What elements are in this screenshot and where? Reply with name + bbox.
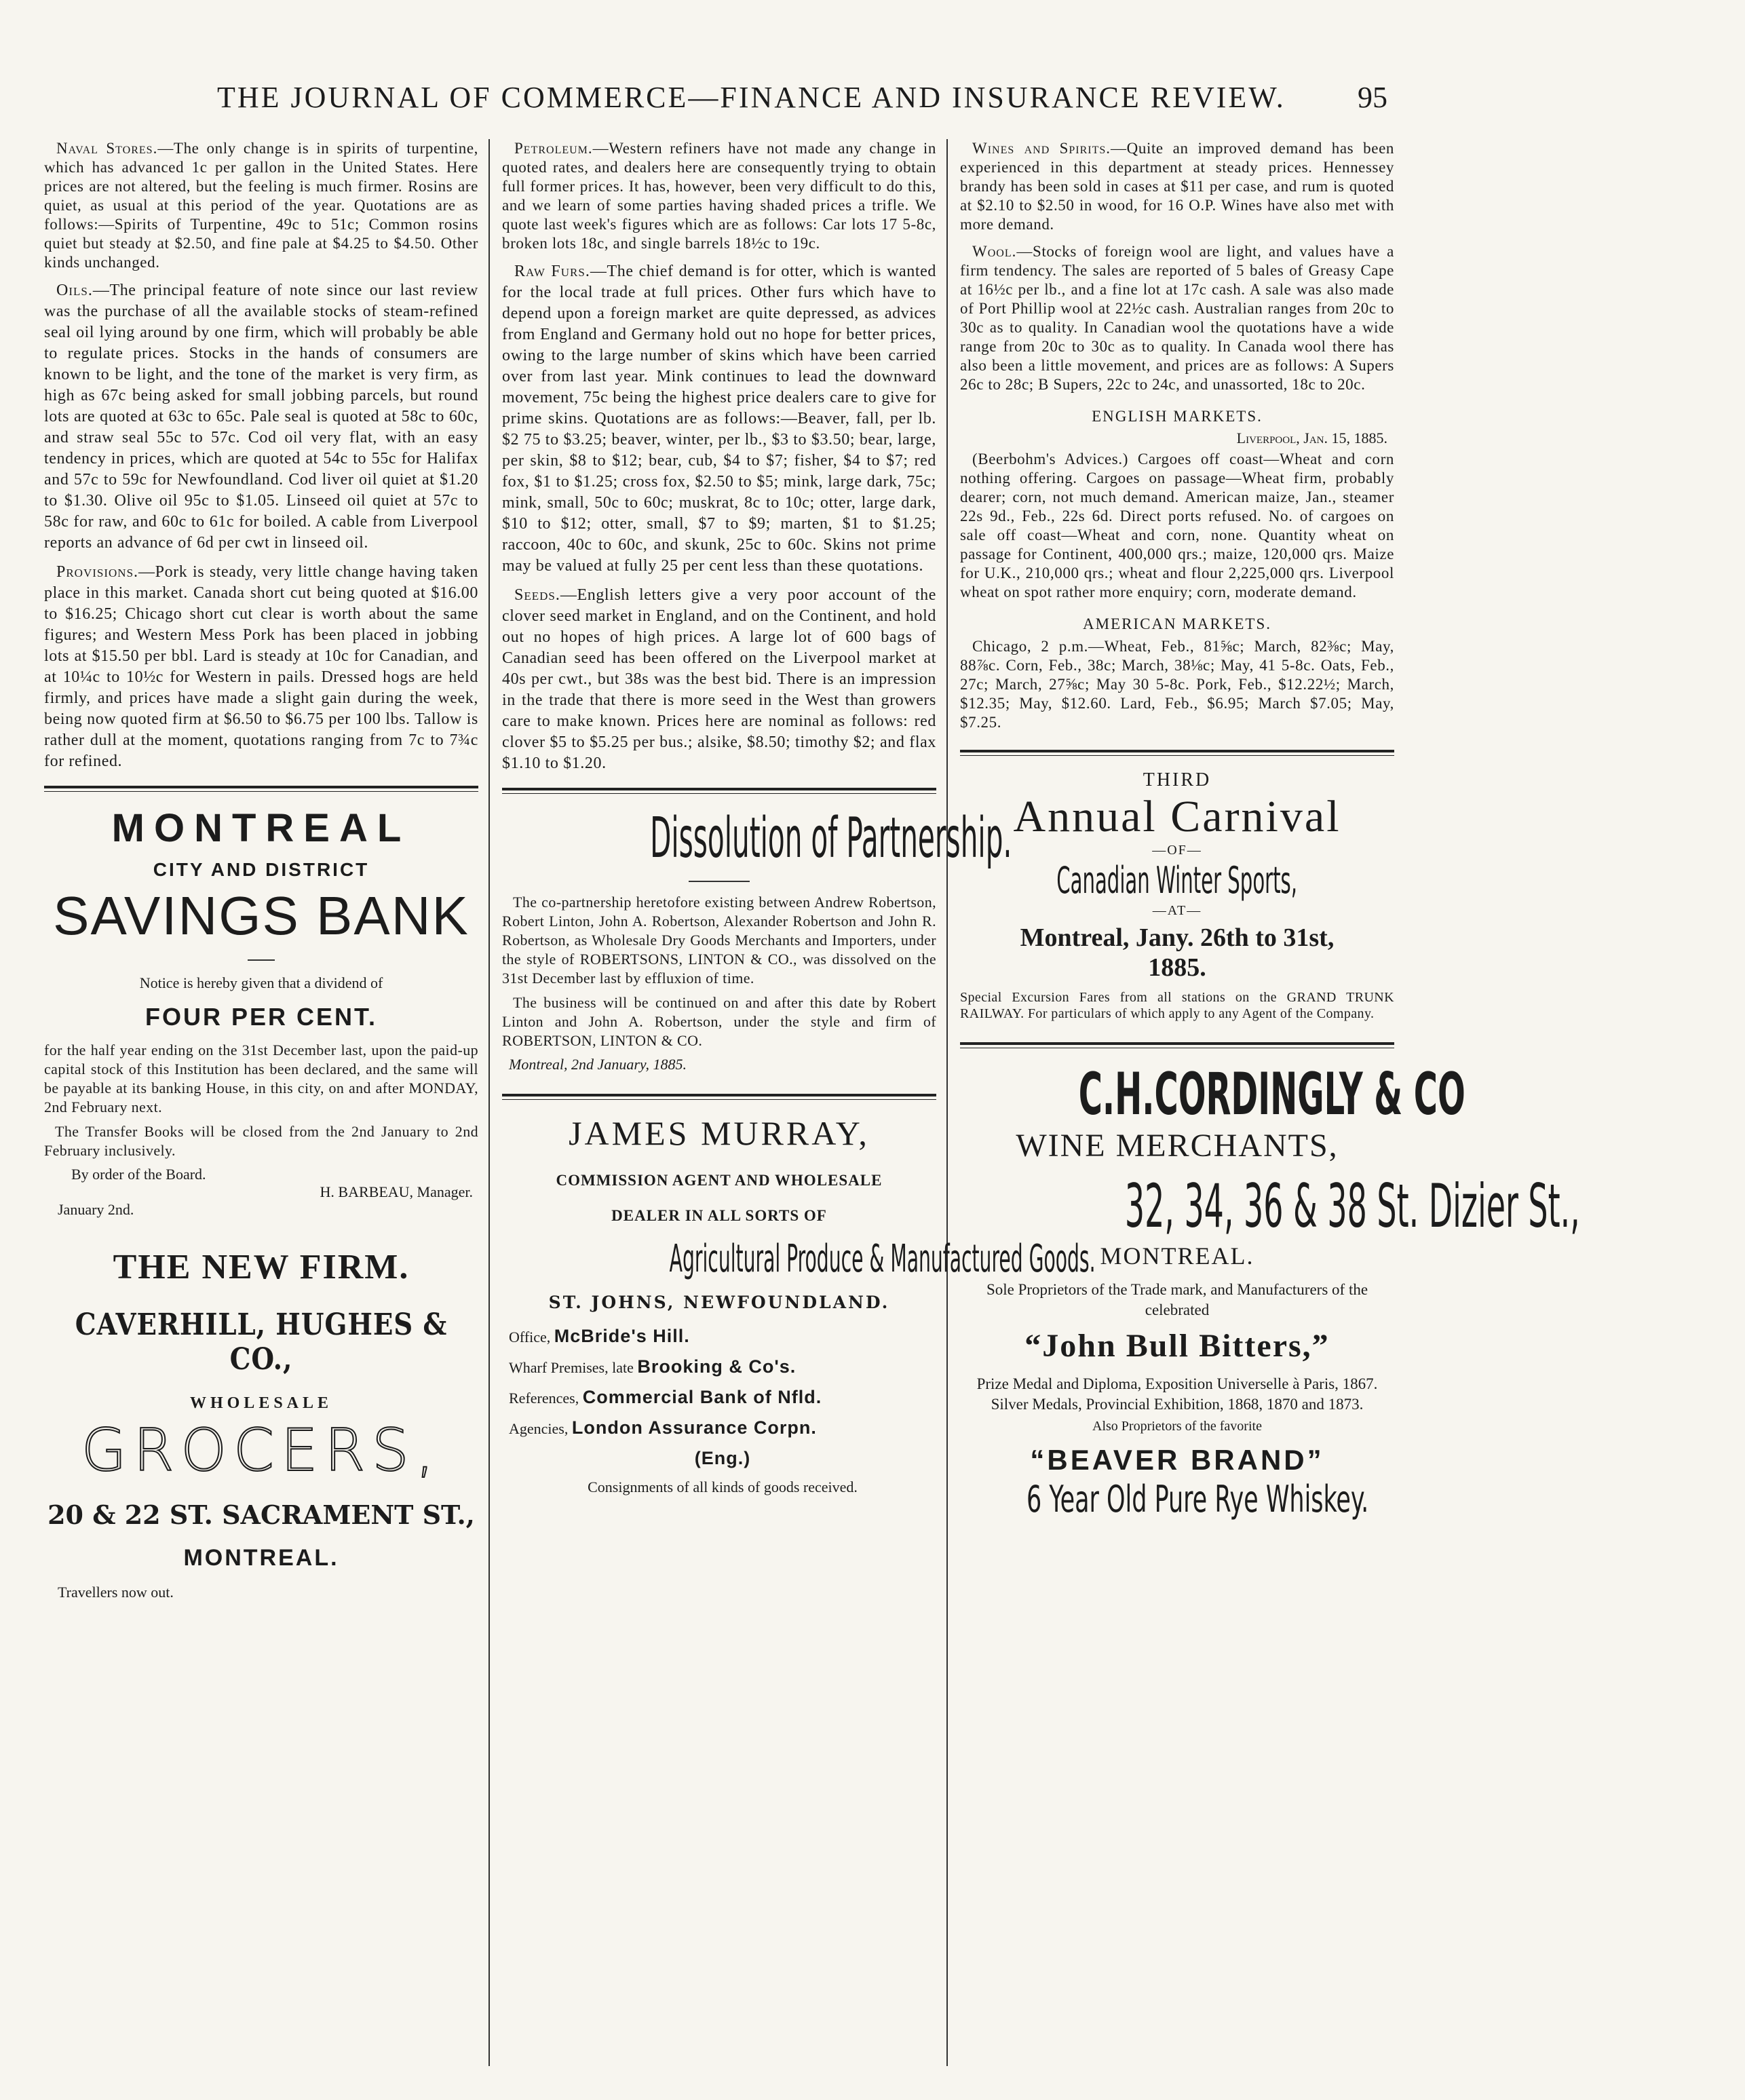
- oils-heading: Oils.: [56, 282, 93, 299]
- cordingly-beaver: “BEAVER BRAND”: [1030, 1444, 1324, 1476]
- english-markets-heading: ENGLISH MARKETS.: [1092, 408, 1263, 425]
- new-firm-ad: [44, 1247, 478, 1601]
- carnival-of: —OF—: [1152, 843, 1202, 858]
- cordingly-bitters: “John Bull Bitters,”: [1024, 1328, 1330, 1364]
- new-firm-address: 20 & 22 ST. SACRAMENT ST.,: [47, 1500, 475, 1530]
- new-firm-title: THE NEW FIRM.: [113, 1248, 410, 1286]
- english-markets-date: Liverpool, Jan. 15, 1885.: [1236, 429, 1387, 446]
- dissolution-ad: [502, 806, 1012, 1073]
- carnival-third: THIRD: [1143, 769, 1212, 790]
- seeds-text: —English letters give a very poor account of the clover seed market in England, and on the Continent, and hold out no hopes of high prices. A large lot of 600 bags of Canadian seed has been offered on the Liverpool market at 40s per cwt., but 38s was the best bid. There is an impression in the trade that there is more seed in the West than growers care to make known. Prices here are nominal as follows: red clover $5 to $5.25 per bus.; alsike, $8.50; timothy $2; and flax $1.10 to $1.20.: [502, 586, 936, 772]
- divider-rule: [502, 1094, 936, 1100]
- james-murray-ad: [502, 1113, 1096, 1496]
- murray-references: References, Commercial Bank of Nfld.: [509, 1387, 822, 1407]
- murray-consignments: Consignments of all kinds of goods received.: [588, 1478, 858, 1495]
- carnival-sports: Canadian Winter Sports,: [1056, 859, 1298, 902]
- oils-text: —The principal feature of note since our last review was the purchase of all the available stocks of steam-refined seal oil lying around by one firm, which will probably be able to regulate prices. Stocks in the hands of consumers are known to be light, and the tone of the market is very firm, as high as 67c being asked for small jobbing parcels, but round lots are quoted at 63c to 65c. Pale seal is quoted at 58c to 60c, and straw seal 55c to 57c. Cod oil very flat, with an easy tendency in prices, which are quoted at 54c to 55c for Halifax and 57c to 59c for Newfoundland. Cod liver oil quiet at $1.20 to $1.30. Olive oil 95c to $1.05. Linseed oil quiet at 57c to 58c for raw, and 60c to 61c for boiled. A cable from Liverpool reports an advance of 6d per cwt in linseed oil.: [44, 282, 478, 552]
- savings-signer: H. BARBEAU, Manager.: [320, 1183, 473, 1200]
- cordingly-medals: Prize Medal and Diploma, Exposition Universelle à Paris, 1867. Silver Medals, Provincial Exhibition, 1868, 1870 and 1873.: [976, 1375, 1378, 1413]
- provisions-heading: Provisions.: [56, 563, 139, 581]
- dissolution-continued: The business will be continued on and after this date by Robert Linton and John A. Robertson, under the style and firm of ROBERTSON, LINTON & CO.: [502, 994, 936, 1049]
- divider-rule: [502, 788, 936, 794]
- cordingly-city: MONTREAL.: [1100, 1242, 1254, 1269]
- oils-paragraph: [44, 280, 478, 554]
- murray-line2: DEALER IN ALL SORTS OF: [611, 1207, 827, 1224]
- dissolution-title: Dissolution of Partnership.: [650, 806, 1012, 871]
- page-header: [47, 80, 1401, 118]
- murray-agencies: Agencies, London Assurance Corpn.: [509, 1417, 817, 1438]
- column-divider: [946, 139, 948, 2066]
- seeds-heading: Seeds.: [514, 586, 560, 604]
- seeds-paragraph: [502, 585, 936, 774]
- column-divider: [488, 139, 490, 2066]
- new-firm-city: MONTREAL.: [183, 1545, 339, 1571]
- divider-rule: [960, 1042, 1394, 1048]
- savings-city-district: CITY AND DISTRICT: [153, 859, 370, 880]
- column-1: [44, 139, 478, 2073]
- murray-name: JAMES MURRAY,: [569, 1114, 870, 1152]
- divider-rule: [960, 750, 1394, 756]
- carnival-title: Annual Carnival: [1013, 792, 1341, 841]
- savings-four-per-cent: FOUR PER CENT.: [145, 1003, 378, 1031]
- naval-stores-heading: Naval Stores.: [56, 140, 158, 157]
- new-firm-name: CAVERHILL, HUGHES & CO.,: [75, 1307, 448, 1377]
- dissolution-body: The co-partnership heretofore existing between Andrew Robertson, Robert Linton, John A. Robertson, Alexander Robertson and John R. Robertson, as Wholesale Dry Goods Merchants and Importers, under the style of ROBERTSONS, LINTON & CO., was dissolved on the 31st December last by effluxion of time.: [502, 894, 936, 987]
- murray-line1: COMMISSION AGENT AND WHOLESALE: [556, 1172, 883, 1189]
- carnival-dates: Montreal, Jany. 26th to 31st,: [1020, 923, 1335, 952]
- journal-title: THE JOURNAL OF COMMERCE—FINANCE AND INSURANCE REVIEW.: [217, 81, 1286, 114]
- savings-transfer: The Transfer Books will be closed from the 2nd January to 2nd February inclusively.: [44, 1123, 478, 1159]
- new-firm-wholesale: WHOLESALE: [189, 1394, 333, 1412]
- new-firm-travellers: Travellers now out.: [58, 1584, 174, 1601]
- american-markets-text: Chicago, 2 p.m.—Wheat, Feb., 81⅝c; March, 82⅜c; May, 88⅞c. Corn, Feb., 38c; March, 38⅛c; May, 41 5-8c. Oats, Feb., 27c; March, 27⅝c; May 30 5-8c. Pork, Feb., $12.22½; March, $12.35; May, $12.60. Lard, Feb., $6.95; March $7.05; May, $7.25.: [960, 638, 1394, 731]
- divider-rule: [689, 881, 750, 882]
- murray-details: [502, 1326, 936, 1496]
- new-firm-grocers: GROCERS,: [81, 1417, 442, 1485]
- column-3: [960, 139, 1580, 2073]
- naval-stores-paragraph: [44, 139, 478, 272]
- naval-stores-text: —The only change is in spirits of turpentine, which has advanced 1c per gallon in the United States. Here prices are not altered, but the feeling is much firmer. Rosins are quiet, as usual at this period of the year. Quotations are as follows:—Spirits of Turpentine, 49c to 51c; Common rosins quiet but steady at $2.50, and fine pale at $4.25 to $4.50. Other kinds unchanged.: [44, 140, 478, 271]
- carnival-at: —AT—: [1152, 903, 1202, 918]
- wool-paragraph: [960, 242, 1394, 394]
- murray-wharf: Wharf Premises, late Brooking & Co's.: [509, 1356, 797, 1377]
- petroleum-paragraph: [502, 139, 936, 253]
- savings-order: By order of the Board.: [71, 1166, 206, 1183]
- savings-bank-ad: [44, 805, 478, 1219]
- murray-eng: (Eng.): [694, 1448, 751, 1468]
- murray-location: ST. JOHNS, NEWFOUNDLAND.: [548, 1293, 890, 1312]
- english-markets-text: (Beerbohm's Advices.) Cargoes off coast—Wheat and corn nothing offering. Cargoes on passage—Wheat firm, probably dearer; corn, not much demand. American maize, Jan., steamer 22s 9d., Feb., 22s 6d. Direct ports refused. No. of cargoes on sale off coast—Wheat and corn, none. Quantity wheat on passage for Continent, 400,000 qrs.; maize, 120,000 qrs. Maize for U.K., 210,000 qrs.; wheat and flour 2,225,000 qrs. Liverpool wheat on spot rather more enquiry; corn, moderate demand.: [960, 451, 1394, 600]
- raw-furs-text: —The chief demand is for otter, which is wanted for the local trade at full prices. Other furs which have to depend upon a foreign market are quite depressed, as advices from England and Germany hold out no hope for better prices, owing to the large number of skins which have been carried over from last year. Mink continues to lead the downward movement, 75c being the highest price dealers care to give for prime skins. Quotations are as follows:—Beaver, fall, per lb. $2 75 to $3.25; beaver, winter, per lb., $3 to $3.50; bear, large, per skin, $8 to $12; bear, cub, $4 to $7; fisher, $4 to $7; red fox, $1 to $1.25; cross fox, $2.50 to $5; mink, large dark, 75c; mink, small, 50c to 60c; muskrat, 8c to 10c; otter, large dark, $10 to $12; otter, small, $7 to $9; marten, $1 to $1.25; raccoon, 40c to 60c, and skunk, 25c to 60c. Skins not prime may be valued at fully 25 per cent less than these quotations.: [502, 263, 936, 575]
- savings-bank-title: SAVINGS BANK: [53, 885, 469, 946]
- petroleum-heading: Petroleum.: [514, 140, 593, 157]
- cordingly-ad: [960, 1061, 1580, 1521]
- cordingly-name: C.H.CORDINGLY & CO: [1078, 1061, 1465, 1128]
- dissolution-date: Montreal, 2nd January, 1885.: [509, 1056, 687, 1073]
- wines-heading: Wines and Spirits.: [972, 140, 1111, 157]
- savings-montreal: MONTREAL: [111, 806, 411, 850]
- savings-body: for the half year ending on the 31st December last, upon the paid-up capital stock of this Institution has been declared, and the same will be payable at its banking House, in this city, on and after MONDAY, 2nd February next.: [44, 1042, 478, 1115]
- murray-goods: Agricultural Produce & Manufactured Goods.: [669, 1237, 1096, 1281]
- cordingly-sole: Sole Proprietors of the Trade mark, and Manufacturers of the celebrated: [986, 1281, 1368, 1318]
- wool-heading: Wool.: [972, 243, 1017, 260]
- provisions-text: —Pork is steady, very little change having taken place in this market. Canada short cut being quoted at $16.00 to $16.25; Chicago short cut clear is worth about the same figures; and Western Mess Pork has been placed in jobbing lots at $15.50 per bbl. Lard is steady at 10c for Canadian, and at 10¼c to 10½c for Western in pails. Dressed hogs are held firmly, and prices have made a slight gain during the week, being now quoted firm at $6.50 to $6.75 per 100 lbs. Tallow is rather dull at the moment, quotations ranging from 7c to 7¾c for refined.: [44, 563, 478, 770]
- wines-paragraph: [960, 139, 1394, 234]
- divider-rule: [44, 786, 478, 792]
- murray-office: Office, McBride's Hill.: [509, 1326, 690, 1346]
- cordingly-whiskey: 6 Year Old Pure Rye Whiskey.: [1027, 1478, 1369, 1521]
- provisions-paragraph: [44, 562, 478, 772]
- wines-text: —Quite an improved demand has been experienced in this department at steady prices. Hennessey brandy has been sold in cases at $11 per case, and rum is quoted at $2.10 to $2.50 in wood, for 16 O.P. Wines have also met with more demand.: [960, 140, 1394, 233]
- cordingly-also: Also Proprietors of the favorite: [1092, 1419, 1262, 1434]
- cordingly-trade: WINE MERCHANTS,: [1016, 1128, 1339, 1164]
- petroleum-text: —Western refiners have not made any change in quoted rates, and dealers here are consequently trying to obtain full former prices. It has, however, been very difficult to do this, and we learn of some parties having shaded prices a trifle. We quote last week's figures which are as follows: Car lots 17 5-8c, broken lots 18c, and single barrels 18½c to 19c.: [502, 140, 936, 252]
- savings-date: January 2nd.: [58, 1201, 134, 1218]
- raw-furs-paragraph: [502, 261, 936, 577]
- american-markets-heading: AMERICAN MARKETS.: [1082, 615, 1272, 632]
- carnival-year: 1885.: [1148, 953, 1206, 982]
- page-number: 95: [1358, 81, 1387, 114]
- raw-furs-heading: Raw Furs.: [514, 263, 590, 280]
- savings-notice: Notice is hereby given that a dividend of: [139, 974, 383, 991]
- cordingly-address: 32, 34, 36 & 38 St. Dizier St.,: [1124, 1171, 1580, 1241]
- carnival-excursion: Special Excursion Fares from all stations on the GRAND TRUNK RAILWAY. For particulars of which apply to any Agent of the Company.: [960, 990, 1394, 1021]
- carnival-ad: [960, 769, 1394, 1022]
- divider-rule: [248, 959, 275, 961]
- wool-text: —Stocks of foreign wool are light, and values have a firm tendency. The sales are reported of 5 bales of Greasy Cape at 16½c per lb., and a fine lot at 17c cash. A sale was also made of Port Phillip wool at 22½c cash. Australian ranges from 20c to 30c as to quality. In Canadian wool the quotations have a wide range from 20c to 30c as to quality. In Canada wool there has also been a little movement, and prices are as follows: A Supers 26c to 28c; B Supers, 22c to 24c, and unassorted, 18c to 20c.: [960, 243, 1394, 393]
